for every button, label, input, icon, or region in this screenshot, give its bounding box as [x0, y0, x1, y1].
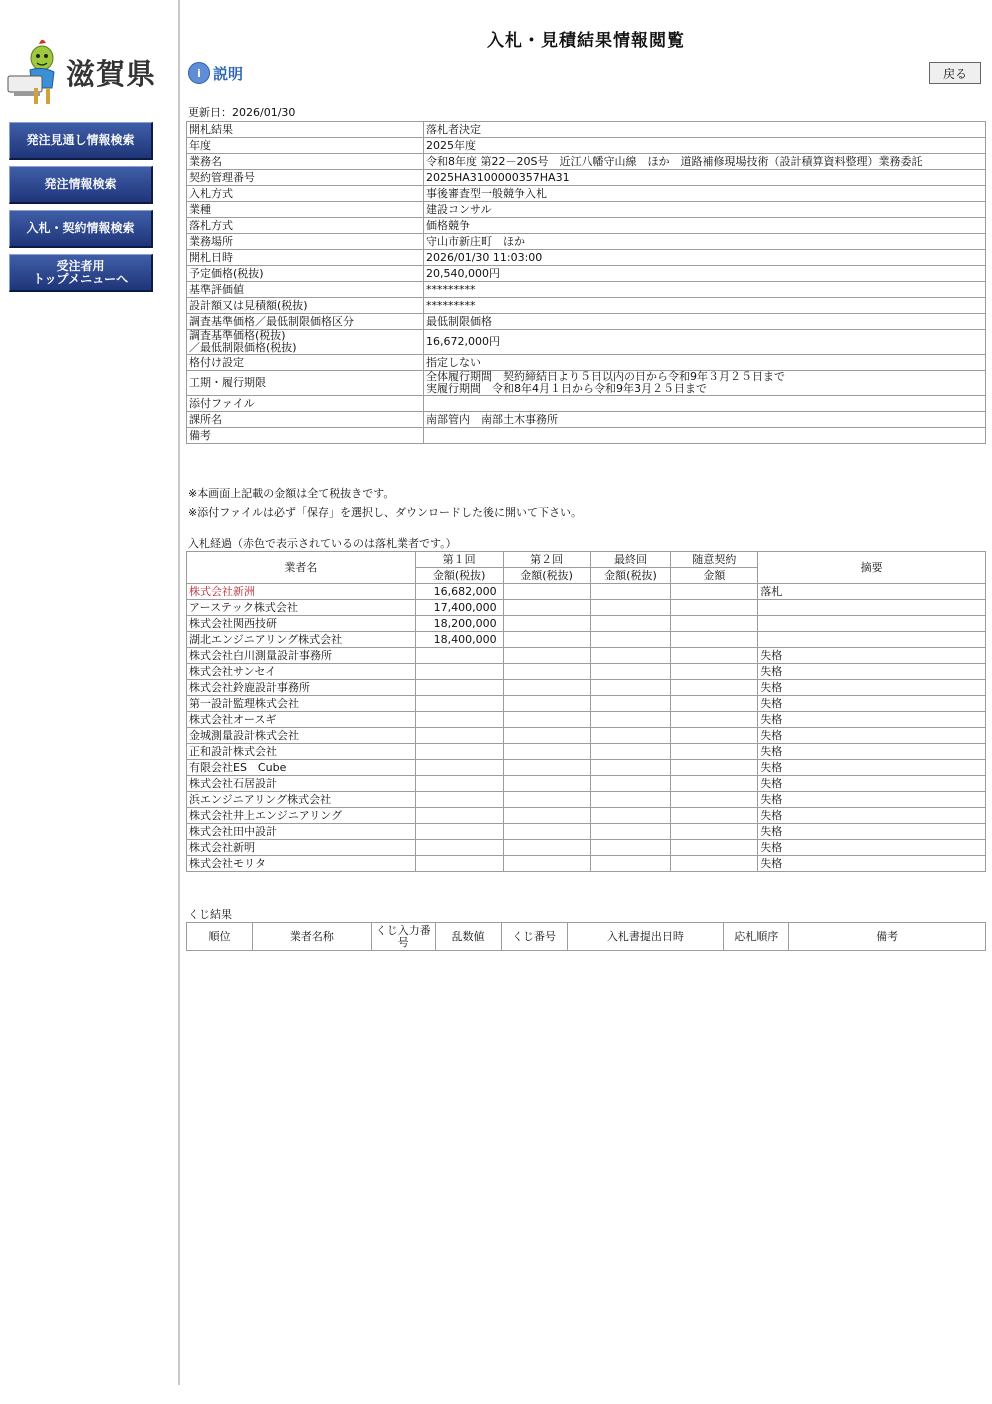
- summary: 落札: [758, 584, 986, 600]
- final-amount: [590, 840, 671, 856]
- final-amount: [590, 632, 671, 648]
- round1-amount: [415, 648, 503, 664]
- summary: 失格: [758, 840, 986, 856]
- company-name: 有限会社ES Cube: [187, 760, 416, 776]
- round1-amount: [415, 744, 503, 760]
- final-amount: [590, 776, 671, 792]
- bid-history-row: [187, 728, 986, 744]
- round2-amount: [503, 696, 590, 712]
- round2-amount: [503, 760, 590, 776]
- info-row: [187, 396, 986, 412]
- round1-amount: [415, 712, 503, 728]
- bid-history-row: [187, 840, 986, 856]
- lottery-header-cell: 乱数値: [435, 923, 501, 951]
- info-value: 2025HA3100000357HA31: [424, 170, 986, 186]
- bid-history-row: [187, 584, 986, 600]
- info-label: 調査基準価格(税抜) ／最低制限価格(税抜): [187, 330, 424, 355]
- summary: [758, 600, 986, 616]
- negotiated-amount: [671, 632, 758, 648]
- bid-info-table: [186, 121, 986, 444]
- info-value: 建設コンサル: [424, 202, 986, 218]
- negotiated-amount: [671, 648, 758, 664]
- round2-amount: [503, 664, 590, 680]
- final-amount: [590, 856, 671, 872]
- negotiated-amount: [671, 728, 758, 744]
- final-amount: [590, 760, 671, 776]
- round1-amount: [415, 776, 503, 792]
- prefecture-name: 滋賀県: [66, 57, 157, 91]
- final-amount: [590, 712, 671, 728]
- bid-history-row: [187, 792, 986, 808]
- negotiated-amount: [671, 664, 758, 680]
- bid-history-row: [187, 632, 986, 648]
- round1-amount: [415, 824, 503, 840]
- negotiated-amount: [671, 680, 758, 696]
- info-label: 年度: [187, 138, 424, 154]
- info-row: [187, 412, 986, 428]
- company-name: 株式会社サンセイ: [187, 664, 416, 680]
- info-label: 基準評価値: [187, 282, 424, 298]
- round2-amount: [503, 824, 590, 840]
- info-value: 落札者決定: [424, 122, 986, 138]
- header-round1-amount: 金額(税抜): [415, 568, 503, 584]
- bid-history-row: [187, 856, 986, 872]
- history-caption: 入札経過（赤色で表示されているのは落札業者です。）: [188, 537, 457, 550]
- negotiated-amount: [671, 760, 758, 776]
- info-row: [187, 330, 986, 355]
- info-row: [187, 218, 986, 234]
- round1-amount: 16,682,000: [415, 584, 503, 600]
- info-value: 最低制限価格: [424, 314, 986, 330]
- info-label: 開札日時: [187, 250, 424, 266]
- info-label: 調査基準価格／最低制限価格区分: [187, 314, 424, 330]
- summary: 失格: [758, 664, 986, 680]
- summary: 失格: [758, 760, 986, 776]
- round2-amount: [503, 616, 590, 632]
- lottery-header-cell: くじ入力番号: [371, 923, 435, 951]
- sidebar: [0, 0, 180, 1385]
- company-name: 株式会社オースギ: [187, 712, 416, 728]
- info-row: [187, 371, 986, 396]
- header-round1: 第１回: [415, 552, 503, 568]
- info-label: 設計額又は見積額(税抜): [187, 298, 424, 314]
- updated-date: 更新日：2026/01/30: [188, 106, 296, 119]
- summary: [758, 632, 986, 648]
- round2-amount: [503, 728, 590, 744]
- info-row: [187, 282, 986, 298]
- info-value: 令和8年度 第22－20S号 近江八幡守山線 ほか 道路補修現場技術（設計積算資料整理）業務委託: [424, 154, 986, 170]
- round1-amount: [415, 840, 503, 856]
- bid-history-row: [187, 824, 986, 840]
- info-row: [187, 234, 986, 250]
- summary: 失格: [758, 808, 986, 824]
- round2-amount: [503, 712, 590, 728]
- info-label: 備考: [187, 428, 424, 444]
- info-label: 業務名: [187, 154, 424, 170]
- final-amount: [590, 728, 671, 744]
- company-name: 株式会社関西技研: [187, 616, 416, 632]
- lottery-table: [186, 922, 986, 951]
- final-amount: [590, 680, 671, 696]
- company-name: 株式会社井上エンジニアリング: [187, 808, 416, 824]
- info-label: 添付ファイル: [187, 396, 424, 412]
- info-label: 課所名: [187, 412, 424, 428]
- lottery-header-cell: 順位: [187, 923, 253, 951]
- info-value: 守山市新庄町 ほか: [424, 234, 986, 250]
- summary: 失格: [758, 728, 986, 744]
- negotiated-amount: [671, 744, 758, 760]
- info-row: [187, 154, 986, 170]
- round1-amount: [415, 792, 503, 808]
- company-name: 株式会社石居設計: [187, 776, 416, 792]
- lottery-header-cell: くじ番号: [501, 923, 567, 951]
- header-final-amount: 金額(税抜): [590, 568, 671, 584]
- negotiated-amount: [671, 584, 758, 600]
- nav-contractor-top-menu[interactable]: 受注者用 トップメニューへ: [9, 254, 153, 292]
- help-link[interactable]: [188, 62, 243, 84]
- bid-history-table: [186, 551, 986, 872]
- negotiated-amount: [671, 824, 758, 840]
- company-name: 浜エンジニアリング株式会社: [187, 792, 416, 808]
- final-amount: [590, 696, 671, 712]
- info-label: 契約管理番号: [187, 170, 424, 186]
- company-name: 株式会社白川測量設計事務所: [187, 648, 416, 664]
- company-name: 株式会社新洲: [187, 584, 416, 600]
- info-row: [187, 122, 986, 138]
- mascot-icon: [6, 36, 68, 108]
- back-button[interactable]: 戻る: [929, 62, 981, 84]
- company-name: 湖北エンジニアリング株式会社: [187, 632, 416, 648]
- bid-history-row: [187, 680, 986, 696]
- bid-history-row: [187, 760, 986, 776]
- info-icon: i: [188, 62, 210, 84]
- final-amount: [590, 584, 671, 600]
- round1-amount: [415, 664, 503, 680]
- info-row: [187, 250, 986, 266]
- company-name: 株式会社田中設計: [187, 824, 416, 840]
- help-label: 説明: [213, 64, 244, 83]
- info-value: *********: [424, 298, 986, 314]
- round2-amount: [503, 584, 590, 600]
- info-row: [187, 186, 986, 202]
- info-value: [424, 396, 986, 412]
- round1-amount: [415, 856, 503, 872]
- info-label: 落札方式: [187, 218, 424, 234]
- round1-amount: [415, 696, 503, 712]
- round2-amount: [503, 776, 590, 792]
- negotiated-amount: [671, 600, 758, 616]
- negotiated-amount: [671, 616, 758, 632]
- summary: 失格: [758, 776, 986, 792]
- info-row: [187, 428, 986, 444]
- final-amount: [590, 808, 671, 824]
- bid-history-row: [187, 696, 986, 712]
- round1-amount: [415, 680, 503, 696]
- nav-order-outlook-search[interactable]: 発注見通し情報検索: [9, 122, 153, 160]
- summary: 失格: [758, 648, 986, 664]
- final-amount: [590, 616, 671, 632]
- info-value: 価格競争: [424, 218, 986, 234]
- info-value: [424, 428, 986, 444]
- summary: [758, 616, 986, 632]
- final-amount: [590, 648, 671, 664]
- lottery-caption: くじ結果: [188, 908, 232, 921]
- info-row: [187, 170, 986, 186]
- summary: 失格: [758, 680, 986, 696]
- info-value: 2026/01/30 11:03:00: [424, 250, 986, 266]
- bid-history-row: [187, 616, 986, 632]
- bid-history-row: [187, 744, 986, 760]
- final-amount: [590, 824, 671, 840]
- header-round2-amount: 金額(税抜): [503, 568, 590, 584]
- company-name: アーステック株式会社: [187, 600, 416, 616]
- bid-history-row: [187, 648, 986, 664]
- info-label: 業務場所: [187, 234, 424, 250]
- info-value: 事後審査型一般競争入札: [424, 186, 986, 202]
- final-amount: [590, 664, 671, 680]
- info-row: [187, 298, 986, 314]
- negotiated-amount: [671, 712, 758, 728]
- round2-amount: [503, 632, 590, 648]
- final-amount: [590, 792, 671, 808]
- company-name: 金城測量設計株式会社: [187, 728, 416, 744]
- info-row: [187, 355, 986, 371]
- lottery-header-cell: 応札順序: [724, 923, 789, 951]
- round2-amount: [503, 792, 590, 808]
- round1-amount: 17,400,000: [415, 600, 503, 616]
- summary: 失格: [758, 792, 986, 808]
- negotiated-amount: [671, 776, 758, 792]
- bid-history-row: [187, 600, 986, 616]
- nav-order-info-search[interactable]: 発注情報検索: [9, 166, 153, 204]
- round1-amount: 18,400,000: [415, 632, 503, 648]
- summary: 失格: [758, 696, 986, 712]
- info-row: [187, 314, 986, 330]
- bid-history-row: [187, 664, 986, 680]
- info-value: 指定しない: [424, 355, 986, 371]
- summary: 失格: [758, 856, 986, 872]
- page-title: 入札・見積結果情報閲覧: [487, 31, 685, 51]
- company-name: 株式会社鈴鹿設計事務所: [187, 680, 416, 696]
- header-negotiated: 随意契約: [671, 552, 758, 568]
- negotiated-amount: [671, 808, 758, 824]
- note-tax: ※本画面上記載の金額は全て税抜きです。: [188, 487, 395, 500]
- company-name: 株式会社モリタ: [187, 856, 416, 872]
- info-row: [187, 138, 986, 154]
- round2-amount: [503, 600, 590, 616]
- round1-amount: [415, 808, 503, 824]
- round2-amount: [503, 648, 590, 664]
- nav-bid-contract-search[interactable]: 入札・契約情報検索: [9, 210, 153, 248]
- lottery-header-cell: 備考: [789, 923, 986, 951]
- info-value: 全体履行期間 契約締結日より５日以内の日から令和9年３月２５日まで 実履行期間 令和8年4月１日から令和9年3月２５日まで: [424, 371, 986, 396]
- negotiated-amount: [671, 696, 758, 712]
- info-label: 格付け設定: [187, 355, 424, 371]
- header-round2: 第２回: [503, 552, 590, 568]
- header-company: 業者名: [187, 552, 416, 584]
- round2-amount: [503, 680, 590, 696]
- bid-history-row: [187, 712, 986, 728]
- round2-amount: [503, 856, 590, 872]
- negotiated-amount: [671, 856, 758, 872]
- note-attachment: ※添付ファイルは必ず「保存」を選択し、ダウンロードした後に開いて下さい。: [188, 506, 582, 519]
- bid-history-row: [187, 776, 986, 792]
- info-row: [187, 266, 986, 282]
- summary: 失格: [758, 824, 986, 840]
- round2-amount: [503, 808, 590, 824]
- info-label: 工期・履行期限: [187, 371, 424, 396]
- lottery-header-cell: 業者名称: [252, 923, 371, 951]
- round2-amount: [503, 744, 590, 760]
- final-amount: [590, 744, 671, 760]
- summary: 失格: [758, 744, 986, 760]
- round1-amount: 18,200,000: [415, 616, 503, 632]
- negotiated-amount: [671, 840, 758, 856]
- header-negotiated-amount: 金額: [671, 568, 758, 584]
- summary: 失格: [758, 712, 986, 728]
- company-name: 第一設計監理株式会社: [187, 696, 416, 712]
- info-value: 20,540,000円: [424, 266, 986, 282]
- info-label: 入札方式: [187, 186, 424, 202]
- info-row: [187, 202, 986, 218]
- lottery-header-cell: 入札書提出日時: [567, 923, 724, 951]
- info-value: 16,672,000円: [424, 330, 986, 355]
- info-value: *********: [424, 282, 986, 298]
- info-label: 予定価格(税抜): [187, 266, 424, 282]
- round2-amount: [503, 840, 590, 856]
- info-label: 開札結果: [187, 122, 424, 138]
- header-final: 最終回: [590, 552, 671, 568]
- company-name: 株式会社新明: [187, 840, 416, 856]
- header-summary: 摘要: [758, 552, 986, 584]
- info-value: 2025年度: [424, 138, 986, 154]
- bid-history-row: [187, 808, 986, 824]
- round1-amount: [415, 760, 503, 776]
- company-name: 正和設計株式会社: [187, 744, 416, 760]
- negotiated-amount: [671, 792, 758, 808]
- info-label: 業種: [187, 202, 424, 218]
- round1-amount: [415, 728, 503, 744]
- info-value: 南部管内 南部土木事務所: [424, 412, 986, 428]
- lottery-header-row: [187, 923, 986, 951]
- final-amount: [590, 600, 671, 616]
- notes: [188, 484, 582, 522]
